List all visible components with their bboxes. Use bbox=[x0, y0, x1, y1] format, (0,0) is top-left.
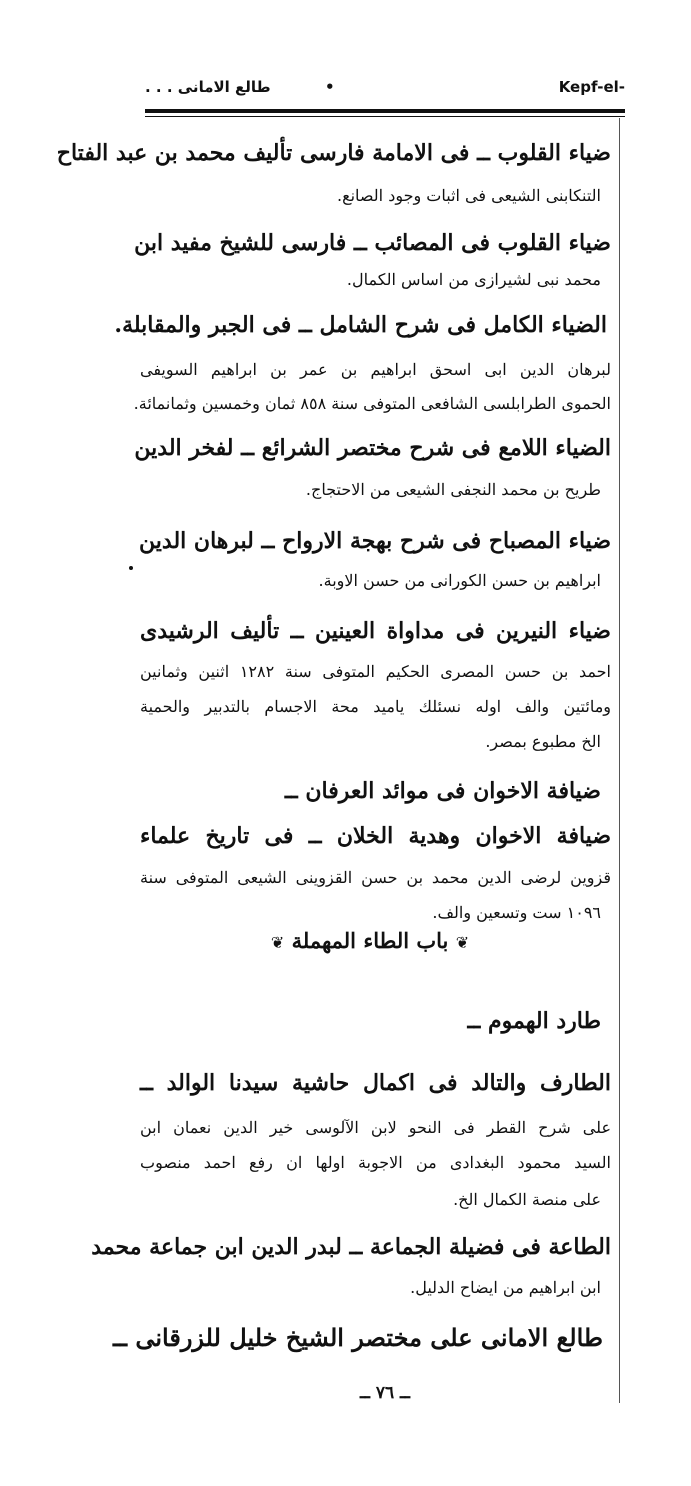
entry-heading: ضيافة الاخوان وهدية الخلان ــ فى تاريخ علماء bbox=[140, 823, 611, 849]
entry-text: على شرح القطر فى النحو لابن الآلوسى خير الدين نعمان ابن bbox=[140, 1118, 611, 1137]
entry-heading: ضياء النيرين فى مداواة العينين ــ تأليف الرشيدى bbox=[140, 618, 611, 644]
entry-text: السيد محمود البغدادى من الاجوبة اولها ان رفع احمد منصوب bbox=[140, 1153, 611, 1172]
running-header-right: Kepf-el- bbox=[558, 78, 625, 96]
entry-heading: ضيافة الاخوان فى موائد العرفان ــ bbox=[284, 778, 601, 804]
entry-text: الحموى الطرابلسى الشافعى المتوفى سنة ٨٥٨ ثمان وخمسين وثمانمائة. bbox=[133, 394, 611, 413]
entry-heading: ضياء القلوب فى المصائب ــ فارسى للشيخ مفيد ابن bbox=[134, 230, 611, 256]
header-rule-thick bbox=[145, 109, 625, 113]
entry-text: احمد بن حسن المصرى الحكيم المتوفى سنة ١٢٨٢ اثنين وثمانين bbox=[140, 662, 612, 681]
entry-text: على منصة الكمال الخ. bbox=[453, 1190, 601, 1209]
entry-heading: ضياء القلوب ــ فى الامامة فارسى تأليف محمد بن عبد الفتاح bbox=[56, 140, 611, 166]
margin-line bbox=[619, 118, 620, 1403]
entry-text: قزوين لرضى الدين محمد بن حسن القزوينى الشيعى المتوفى سنة bbox=[140, 868, 611, 887]
page-header bbox=[145, 78, 625, 102]
entry-text: ومائتين والف اوله نسئلك ياميد محة الاجسام بالتدبير والحمية bbox=[140, 697, 611, 716]
entry-text: ١٠٩٦ ست وتسعين والف. bbox=[432, 903, 601, 922]
ornament-left: ❦ bbox=[270, 933, 285, 952]
entry-heading: الضياء اللامع فى شرح مختصر الشرائع ــ لفخر الدين bbox=[134, 435, 611, 461]
entry-text: ابن ابراهيم من ايضاح الدليل. bbox=[410, 1278, 601, 1297]
entry-heading: ضياء المصباح فى شرح بهجة الارواح ــ لبرهان الدين bbox=[139, 528, 611, 554]
entry-text: طريح بن محمد النجفى الشيعى من الاحتجاج. bbox=[305, 480, 601, 499]
entry-text: ابراهيم بن حسن الكورانى من حسن الاوبة. bbox=[318, 571, 601, 590]
entry-text: الخ مطبوع بمصر. bbox=[485, 732, 601, 751]
margin-dot bbox=[129, 566, 133, 570]
page-number: ــ ٧٦ ــ bbox=[359, 1383, 411, 1403]
header-dot: • bbox=[325, 78, 335, 96]
entry-text: التنكابنى الشيعى فى اثبات وجود الصانع. bbox=[337, 186, 601, 205]
entry-text: لبرهان الدين ابى اسحق ابراهيم بن عمر بن ابراهيم السويفى bbox=[140, 360, 611, 379]
entry-heading: طالع الامانى على مختصر الشيخ خليل للزرقانى ــ bbox=[112, 1323, 603, 1352]
entry-heading: الطاعة فى فضيلة الجماعة ــ لبدر الدين ابن جماعة محمد bbox=[91, 1234, 611, 1260]
running-title: طالع الامانى . . . bbox=[145, 78, 271, 96]
entry-heading: الضياء الكامل فى شرح الشامل ــ فى الجبر والمقابلة. bbox=[114, 312, 607, 338]
entry-text: محمد نبى لشيرازى من اساس الكمال. bbox=[346, 270, 601, 289]
chapter-title: باب الطاء المهملة bbox=[291, 928, 449, 953]
header-rule-thin bbox=[145, 116, 625, 117]
entry-heading: طارد الهموم ــ bbox=[467, 1008, 601, 1034]
ornament-right: ❦ bbox=[455, 933, 470, 952]
chapter-heading bbox=[220, 928, 520, 953]
entry-heading: الطارف والتالد فى اكمال حاشية سيدنا الوالد ــ bbox=[140, 1070, 611, 1096]
